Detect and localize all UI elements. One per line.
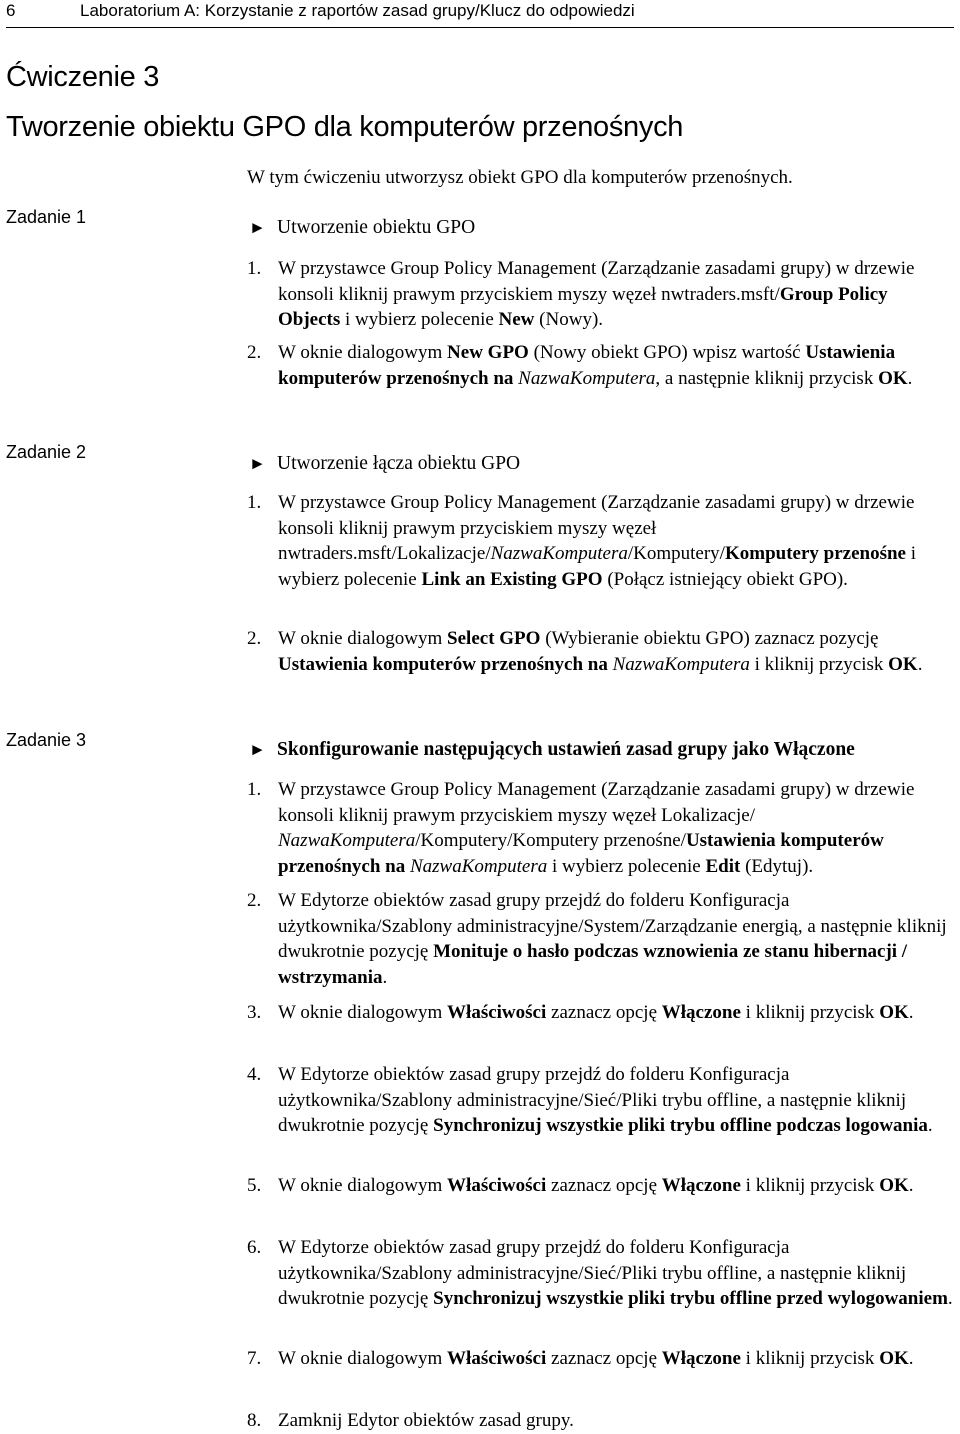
step-number: 1.	[247, 779, 262, 800]
step-number: 1.	[247, 258, 262, 279]
step-text: W przystawce Group Policy Management (Zarządzanie zasadami grupy) w drzewie konsoli kliknij prawym przyciskiem myszy węzeł Lokalizacje/ NazwaKomputera/Komputery/Komputery przenośne/Ustawienia komputerów przenośnych na NazwaKomputera i wybierz polecenie Edit (Edytuj).	[278, 779, 915, 877]
step-text: W Edytorze obiektów zasad grupy przejdź do folderu Konfiguracja użytkownika/Szablony administracyjne/Sieć/Pliki trybu offline, a następnie kliknij dwukrotnie pozycję Synchronizuj wszystkie pliki trybu offline podczas logowania.	[278, 1064, 933, 1136]
step-text: W oknie dialogowym Właściwości zaznacz opcję Włączone i kliknij przycisk OK.	[278, 1348, 914, 1369]
header-title: Laboratorium A: Korzystanie z raportów zasad grupy/Klucz do odpowiedzi	[80, 1, 635, 20]
task-label-3: Zadanie 3	[6, 730, 87, 750]
step-number: 8.	[247, 1410, 262, 1431]
step-number: 2.	[247, 890, 262, 911]
task-label-1: Zadanie 1	[6, 207, 87, 227]
step-number: 7.	[247, 1348, 262, 1369]
step-number: 5.	[247, 1175, 262, 1196]
task1-step	[247, 340, 953, 391]
procedure-title: Utworzenie obiektu GPO	[277, 217, 476, 238]
step-text: W Edytorze obiektów zasad grupy przejdź do folderu Konfiguracja użytkownika/Szablony administracyjne/System/Zarządzanie energią, a następnie kliknij dwukrotnie pozycję Monituje o hasło podczas wznowienia ze stanu hibernacji / wstrzymania.	[278, 890, 947, 988]
procedure-heading-1	[249, 217, 475, 239]
step-text: W oknie dialogowym Właściwości zaznacz opcję Włączone i kliknij przycisk OK.	[278, 1175, 914, 1196]
task3-step	[247, 888, 953, 990]
step-text: W oknie dialogowym Select GPO (Wybieranie obiektu GPO) zaznacz pozycję Ustawienia komputerów przenośnych na NazwaKomputera i kliknij przycisk OK.	[278, 628, 923, 675]
task3-step	[247, 1173, 953, 1199]
step-text: W przystawce Group Policy Management (Zarządzanie zasadami grupy) w drzewie konsoli kliknij prawym przyciskiem myszy węzeł nwtraders.msft/Group Policy Objects i wybierz polecenie New (Nowy).	[278, 258, 915, 330]
step-number: 1.	[247, 492, 262, 513]
procedure-heading-3	[249, 739, 855, 761]
page-number: 6	[6, 1, 16, 20]
step-text: W Edytorze obiektów zasad grupy przejdź do folderu Konfiguracja użytkownika/Szablony administracyjne/Sieć/Pliki trybu offline, a następnie kliknij dwukrotnie pozycję Synchronizuj wszystkie pliki trybu offline przed wylogowaniem.	[278, 1237, 953, 1309]
step-number: 4.	[247, 1064, 262, 1085]
task2-step	[247, 490, 953, 592]
step-number: 2.	[247, 342, 262, 363]
task2-step	[247, 626, 953, 677]
exercise-number: Ćwiczenie 3	[6, 61, 160, 93]
step-number: 6.	[247, 1237, 262, 1258]
task-label-2: Zadanie 2	[6, 442, 87, 462]
arrow-right-icon: ►	[249, 740, 266, 759]
procedure-heading-2	[249, 453, 520, 475]
exercise-title: Tworzenie obiektu GPO dla komputerów przenośnych	[6, 111, 684, 143]
task3-step	[247, 777, 953, 879]
step-text: W oknie dialogowym Właściwości zaznacz opcję Włączone i kliknij przycisk OK.	[278, 1002, 914, 1023]
page-header	[6, 0, 954, 28]
task3-step	[247, 1235, 953, 1312]
procedure-title: Utworzenie łącza obiektu GPO	[277, 453, 521, 474]
step-number: 2.	[247, 628, 262, 649]
task3-step	[247, 1062, 953, 1139]
task3-step	[247, 1408, 953, 1434]
step-number: 3.	[247, 1002, 262, 1023]
arrow-right-icon: ►	[249, 454, 266, 473]
exercise-intro: W tym ćwiczeniu utworzysz obiekt GPO dla komputerów przenośnych.	[247, 167, 793, 188]
procedure-title: Skonfigurowanie następujących ustawień zasad grupy jako Włączone	[277, 739, 855, 760]
arrow-right-icon: ►	[249, 218, 266, 237]
task3-step	[247, 1000, 953, 1026]
step-text: W oknie dialogowym New GPO (Nowy obiekt GPO) wpisz wartość Ustawienia komputerów przenośnych na NazwaKomputera, a następnie kliknij przycisk OK.	[278, 342, 913, 389]
step-text: Zamknij Edytor obiektów zasad grupy.	[278, 1410, 574, 1431]
step-text: W przystawce Group Policy Management (Zarządzanie zasadami grupy) w drzewie konsoli kliknij prawym przyciskiem myszy węzeł nwtraders.msft/Lokalizacje/NazwaKomputera/Komputery/Komputery przenośne i wybierz polecenie Link an Existing GPO (Połącz istniejący obiekt GPO).	[278, 492, 917, 590]
task1-step	[247, 256, 953, 333]
task3-step	[247, 1346, 953, 1372]
